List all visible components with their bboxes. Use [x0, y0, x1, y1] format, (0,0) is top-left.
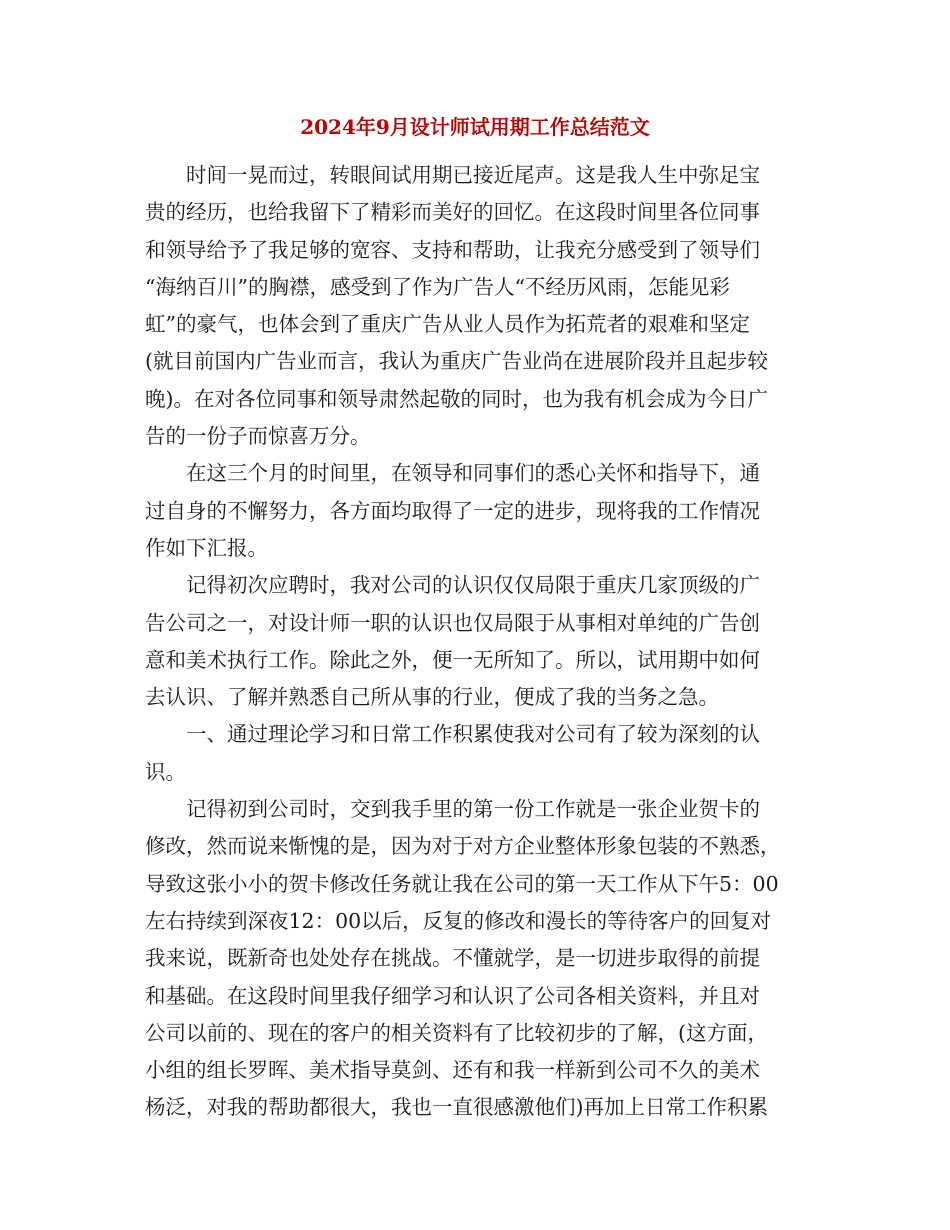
text-line: 在这三个月的时间里，在领导和同事们的悉心关怀和指导下，通: [186, 461, 760, 486]
paragraph: [145, 157, 805, 455]
paragraph: [145, 567, 805, 716]
text-line: 作如下汇报。: [145, 535, 268, 560]
document-title: 2024年9月设计师试用期工作总结范文: [300, 115, 650, 139]
text-line: (就目前国内广告业而言，我认为重庆广告业尚在进展阶段并且起步较: [145, 349, 768, 374]
text-line: 识。: [145, 759, 186, 784]
text-line: 导致这张小小的贺卡修改任务就让我在公司的第一天工作从下午5：00: [145, 871, 779, 896]
text-line: 过自身的不懈努力，各方面均取得了一定的进步，现将我的工作情况: [145, 498, 760, 523]
paragraph: [145, 791, 805, 1127]
text-line: 和领导给予了我足够的宽容、支持和帮助，让我充分感受到了领导们: [145, 237, 760, 262]
paragraph: [145, 716, 805, 791]
text-line: 左右持续到深夜12：00以后，反复的修改和漫长的等待客户的回复对: [145, 908, 772, 933]
text-line: 晚)。在对各位同事和领导肃然起敬的同时，也为我有机会成为今日广: [145, 386, 768, 411]
text-line: “海纳百川”的胸襟，感受到了作为广告人“不经历风雨，怎能见彩: [145, 274, 730, 299]
text-line: 虹”的豪气，也体会到了重庆广告从业人员作为拓荒者的艰难和坚定: [145, 312, 750, 337]
text-line: 意和美术执行工作。除此之外，便一无所知了。所以，试用期中如何: [145, 647, 760, 672]
paragraph: [145, 455, 805, 567]
text-line: 告的一份子而惊喜万分。: [145, 424, 371, 449]
text-line: 记得初次应聘时，我对公司的认识仅仅局限于重庆几家顶级的广: [186, 573, 760, 598]
text-line: 贵的经历，也给我留下了精彩而美好的回忆。在这段时间里各位同事: [145, 200, 760, 225]
text-line: 去认识、了解并熟悉自己所从事的行业，便成了我的当务之急。: [145, 685, 719, 710]
text-line: 时间一晃而过，转眼间试用期已接近尾声。这是我人生中弥足宝: [186, 163, 760, 187]
text-line: 和基础。在这段时间里我仔细学习和认识了公司各相关资料，并且对: [145, 983, 760, 1008]
text-line: 记得初到公司时，交到我手里的第一份工作就是一张企业贺卡的: [186, 797, 760, 822]
text-line: 杨泛，对我的帮助都很大，我也一直很感激他们)再加上日常工作积累: [145, 1095, 768, 1120]
text-line: 一、通过理论学习和日常工作积累使我对公司有了较为深刻的认: [186, 722, 760, 747]
document-body: [145, 157, 805, 1127]
text-line: 告公司之一，对设计师一职的认识也仅局限于从事相对单纯的广告创: [145, 610, 760, 635]
text-line: 公司以前的、现在的客户的相关资料有了比较初步的了解，(这方面，: [145, 1020, 768, 1045]
text-line: 修改，然而说来惭愧的是，因为对于对方企业整体形象包装的不熟悉，: [145, 834, 781, 859]
text-line: 我来说，既新奇也处处存在挑战。不懂就学，是一切进步取得的前提: [145, 946, 760, 971]
text-line: 小组的组长罗晖、美术指导莫剑、还有和我一样新到公司不久的美术: [145, 1058, 760, 1083]
